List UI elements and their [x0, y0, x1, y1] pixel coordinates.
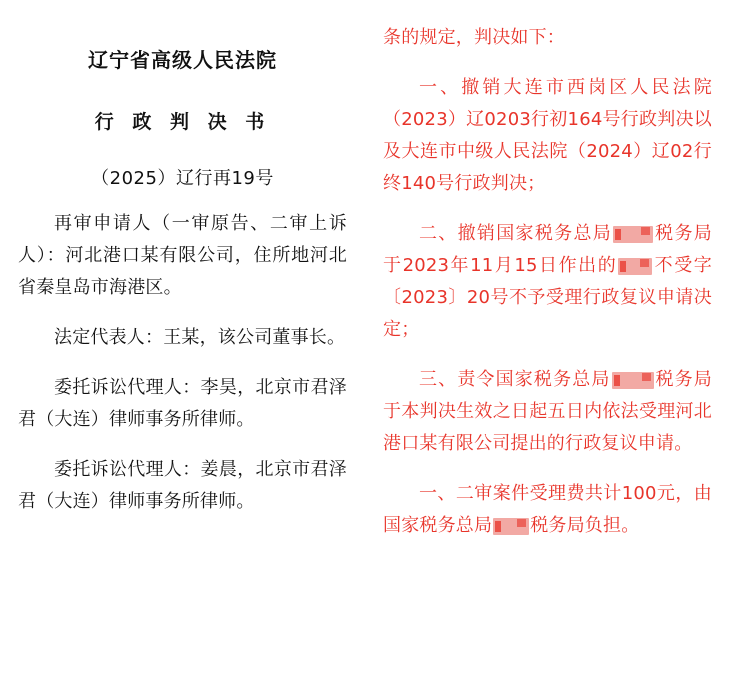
legal-representative-paragraph: 法定代表人：王某，该公司董事长。	[54, 327, 346, 349]
judgment-item-3-text-before: 责令国家税务总局	[457, 369, 611, 391]
judgment-item-1	[383, 72, 712, 200]
judgment-item-2	[383, 218, 712, 346]
judgment-item-1-prefix: 一、	[419, 77, 462, 99]
judgment-lead-in: 条的规定，判决如下：	[383, 27, 565, 48]
agent-two-paragraph: 委托诉讼代理人：姜晨，北京市君泽君（大连）律师事务所律师。	[18, 459, 347, 513]
judgment-item-1-text: 撤销大连市西岗区人民法院（2023）辽0203行初164号行政判决以及大连市中级人民法院（2024）辽02行终140号行政判决；	[383, 77, 712, 195]
judgment-item-3-text-after: 税务局于本判决生效之日起五日内依法受理河北港口某有限公司提出的行政复议申请。	[383, 369, 712, 455]
judgment-item-2-text-before: 撤销国家税务总局	[457, 223, 613, 245]
case-fee-text-before: 一、二审案件受理费共计100元，由国家税务总局	[383, 483, 712, 537]
case-fee-paragraph	[383, 478, 712, 542]
judgment-item-2-text-after: 不受字〔2023〕20号不予受理行政复议申请决定；	[383, 255, 712, 341]
court-title: 辽宁省高级人民法院	[88, 48, 277, 72]
judgment-item-3	[383, 364, 712, 460]
case-number: （2025）辽行再19号	[91, 168, 274, 189]
party-applicant-paragraph: 再审申请人（一审原告、二审上诉人）：河北港口某有限公司，住所地河北省秦皇岛市海港区。	[18, 213, 347, 299]
judgment-item-2-text-middle: 税务局于2023年11月15日作出的	[383, 223, 712, 277]
document-type-title: 行 政 判 决 书	[94, 111, 271, 133]
redaction-block	[613, 226, 653, 243]
redaction-block	[612, 372, 654, 389]
agent-one-paragraph: 委托诉讼代理人：李昊，北京市君泽君（大连）律师事务所律师。	[18, 377, 347, 431]
judgment-item-3-prefix: 三、	[419, 369, 458, 391]
case-fee-text-after: 税务局负担。	[530, 515, 640, 537]
judgment-item-2-prefix: 二、	[419, 223, 458, 245]
redaction-block	[493, 518, 529, 535]
right-column	[365, 0, 730, 700]
redaction-block	[618, 258, 652, 275]
